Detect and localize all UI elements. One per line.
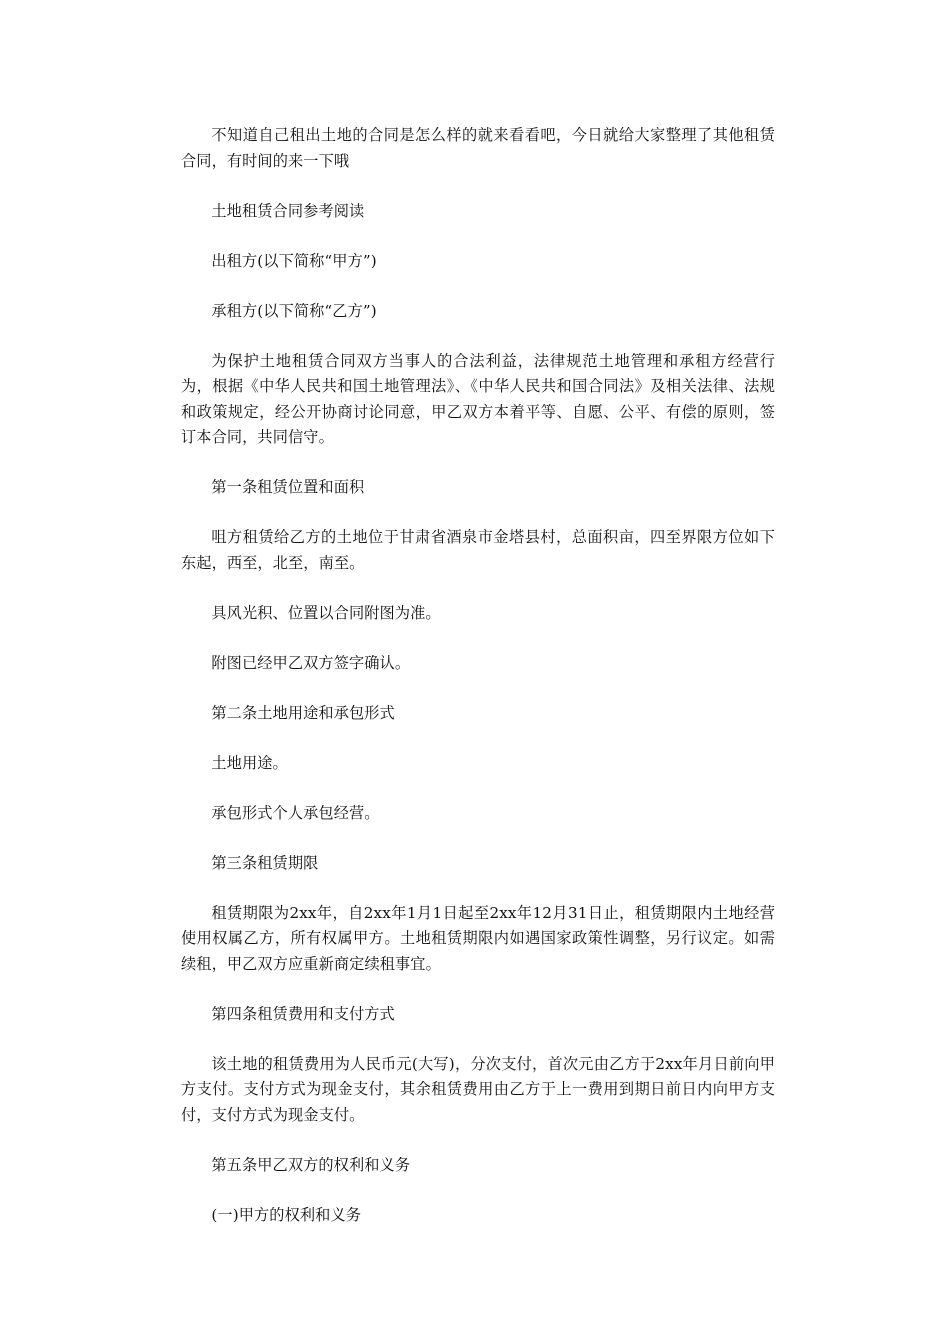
document-body xyxy=(181,123,775,1228)
article-2-form: 承包形式个人承包经营。 xyxy=(211,803,380,822)
article-4-payment: 该土地的租赁费用为人民币元(大写)，分次支付，首次元由乙方于2xx年月日前向甲方支付。支付方式为现金支付，其余租赁费用由乙方于上一费用到期日前日内向甲方支付，支付方式为现金支付。 xyxy=(181,1054,775,1124)
article-3-term: 租赁期限为2xx年，自2xx年1月1日起至2xx年12月31日止，租赁期限内土地经营使用权属乙方，所有权属甲方。土地租赁期限内如遇国家政策性调整，另行议定。如需续租，甲乙双方应重新商定续租事宜。 xyxy=(181,903,775,973)
article-1-heading: 第一条租赁位置和面积 xyxy=(211,478,365,496)
article-2-usage: 土地用途。 xyxy=(211,753,288,772)
intro-paragraph: 不知道自己租出土地的合同是怎么样的就来看看吧，今日就给大家整理了其他租赁合同，有时间的来一下哦 xyxy=(181,126,775,170)
article-4-heading: 第四条租赁费用和支付方式 xyxy=(211,1004,395,1023)
lessor-line: 出租方(以下简称“甲方”) xyxy=(211,251,377,270)
article-1-location: 咀方租赁给乙方的土地位于甘肃省酒泉市金塔县村，总面积亩，四至界限方位如下东起，西至，北至，南至。 xyxy=(181,528,775,572)
article-5-heading: 第五条甲乙双方的权利和义务 xyxy=(211,1155,411,1174)
article-2-heading: 第二条土地用途和承包形式 xyxy=(211,703,395,722)
section-heading: 土地租赁合同参考阅读 xyxy=(211,201,365,220)
lessee-line: 承租方(以下简称“乙方”) xyxy=(211,301,377,320)
preamble-paragraph: 为保护土地租赁合同双方当事人的合法利益，法律规范土地管理和承租方经营行为，根据《中华人民共和国土地管理法》、《中华人民共和国合同法》及相关法律、法规和政策规定，经公开协商讨论同意，甲乙双方本着平等、自愿、公平、有偿的原则，签订本合同，共同信守。 xyxy=(181,351,775,446)
article-3-heading: 第三条租赁期限 xyxy=(211,853,319,872)
article-1-map-note: 具风光积、位置以合同附图为准。 xyxy=(211,603,441,622)
article-5-subheading: (一)甲方的权利和义务 xyxy=(211,1205,362,1224)
article-1-signature-note: 附图已经甲乙双方签字确认。 xyxy=(211,653,411,672)
